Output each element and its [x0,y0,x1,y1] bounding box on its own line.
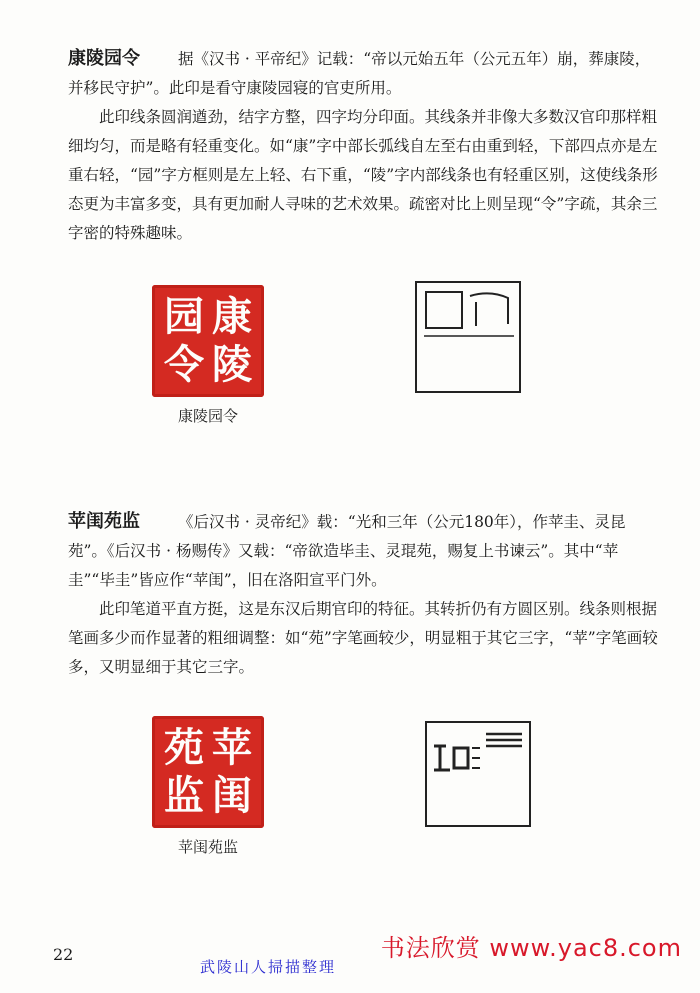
red-seal-impression [152,716,264,828]
scan-credit: 武陵山人掃描整理 [200,958,337,976]
seal-outline-sketch-2 [422,718,534,830]
seal-char: 苑 [164,725,204,771]
seal-outline-sketch-1 [410,278,530,398]
seal-caption: 苹闺苑监 [177,838,238,856]
seal-char: 陵 [212,342,252,388]
seal-figure-kangling [152,285,264,426]
intro-text: 据《汉书 · 平帝纪》记载：“帝以元始五年（公元五年）崩，葬康陵，并移民守护”。此印是看守康陵园寝的官吏所用。 [68,50,651,97]
section-heading: 康陵园令 [68,48,140,69]
seal-char: 苹 [212,725,252,771]
seal-figure-pingui [152,716,264,857]
intro-text: 《后汉书 · 灵帝纪》载：“光和三年（公元180年），作苹圭、灵昆苑”。《后汉书 · 杨赐传》又载：“帝欲造毕圭、灵琨苑，赐复上书谏云”。其中“苹圭”“毕圭”皆应作“苹闺”，旧在洛阳宣平门外。 [68,513,626,589]
seal-char: 监 [164,773,204,819]
section-intro [68,507,658,595]
seal-char: 康 [212,294,252,340]
seal-char: 园 [164,294,204,340]
watermark: 书法欣赏 www.yac8.com [380,934,682,962]
seal-char: 闺 [212,773,252,819]
section-pingui [68,507,658,682]
section-heading: 苹闺苑监 [68,511,140,532]
section-body: 此印线条圆润遒劲，结字方整，四字均分印面。其线条并非像大多数汉官印那样粗细均匀，而是略有轻重变化。如“康”字中部长弧线自左至右由重到轻，下部四点亦是左重右轻，“园”字方框则是左上轻、右下重，“陵”字内部线条也有轻重区别，这使线条形态更为丰富多变，具有更加耐人寻味的艺术效果。疏密对比上则呈现“令”字疏，其余三字密的特殊趣味。 [68,108,658,242]
section-intro [68,44,658,103]
seal-caption: 康陵园令 [177,407,238,425]
section-kangling [68,44,658,248]
red-seal-impression [152,285,264,397]
seal-char: 令 [164,342,204,388]
section-body: 此印笔道平直方挺，这是东汉后期官印的特征。其转折仍有方圆区别。线条则根据笔画多少而作显著的粗细调整：如“苑”字笔画较少，明显粗于其它三字，“苹”字笔画较多，又明显细于其它三字。 [68,600,658,676]
page-number: 22 [53,945,74,964]
